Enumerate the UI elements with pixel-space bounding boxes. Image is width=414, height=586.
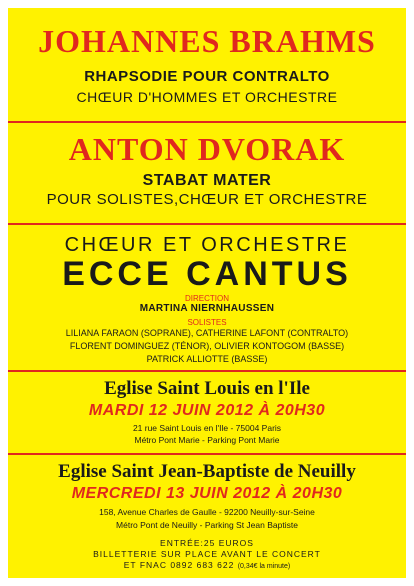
concert2-transport: Métro Pont de Neuilly - Parking St Jean Baptiste [116,520,298,530]
concert2-venue: Eglise Saint Jean-Baptiste de Neuilly [58,461,356,482]
concert1-venue: Eglise Saint Louis en l'Ile [104,378,310,399]
brahms-scoring: CHŒUR D'HOMMES ET ORCHESTRE [76,89,338,105]
concert-poster [8,8,406,578]
soloists-label: SOLISTES [187,318,227,327]
dvorak-composer: ANTON DVORAK [68,131,346,167]
fnac-info [8,560,406,572]
direction-label: DIRECTION [185,294,229,303]
concert1-date: MARDI 12 JUIN 2012 À 20H30 [88,402,326,419]
brahms-composer: JOHANNES BRAHMS [38,23,376,59]
brahms-work: RHAPSODIE POUR CONTRALTO [84,68,330,85]
conductor-name: MARTINA NIERNHAUSSEN [139,303,275,314]
ensemble-name: ECCE CANTUS [62,255,352,293]
fnac-phone: ET FNAC 0892 683 622 [123,560,235,570]
concert2-address: 158, Avenue Charles de Gaulle - 92200 Neuilly-sur-Seine [99,507,315,517]
concert2-date: MERCREDI 13 JUIN 2012 À 20H30 [71,485,343,502]
soloist-line: LILIANA FARAON (SOPRANE), CATHERINE LAFONT (CONTRALTO) [65,328,349,338]
divider-4 [8,453,406,455]
divider-1 [8,121,406,123]
dvorak-work: STABAT MATER [142,172,272,189]
box-office-info: BILLETTERIE SUR PLACE AVANT LE CONCERT [93,549,321,559]
concert1-address: 21 rue Saint Louis en l'Ile - 75004 Paris [132,423,282,433]
dvorak-scoring: POUR SOLISTES,CHŒUR ET ORCHESTRE [46,191,368,208]
ensemble-kind: CHŒUR ET ORCHESTRE [64,234,350,256]
ticket-price: ENTRÉE:25 EUROS [160,538,254,548]
divider-2 [8,223,406,225]
soloist-line: PATRICK ALLIOTTE (BASSE) [146,354,268,364]
fnac-rate-note: (0,34€ la minute) [237,563,291,570]
divider-3 [8,370,406,372]
soloist-line: FLORENT DOMINGUEZ (TÉNOR), OLIVIER KONTOGOM (BASSE) [69,341,345,351]
concert1-transport: Métro Pont Marie - Parking Pont Marie [134,435,280,445]
